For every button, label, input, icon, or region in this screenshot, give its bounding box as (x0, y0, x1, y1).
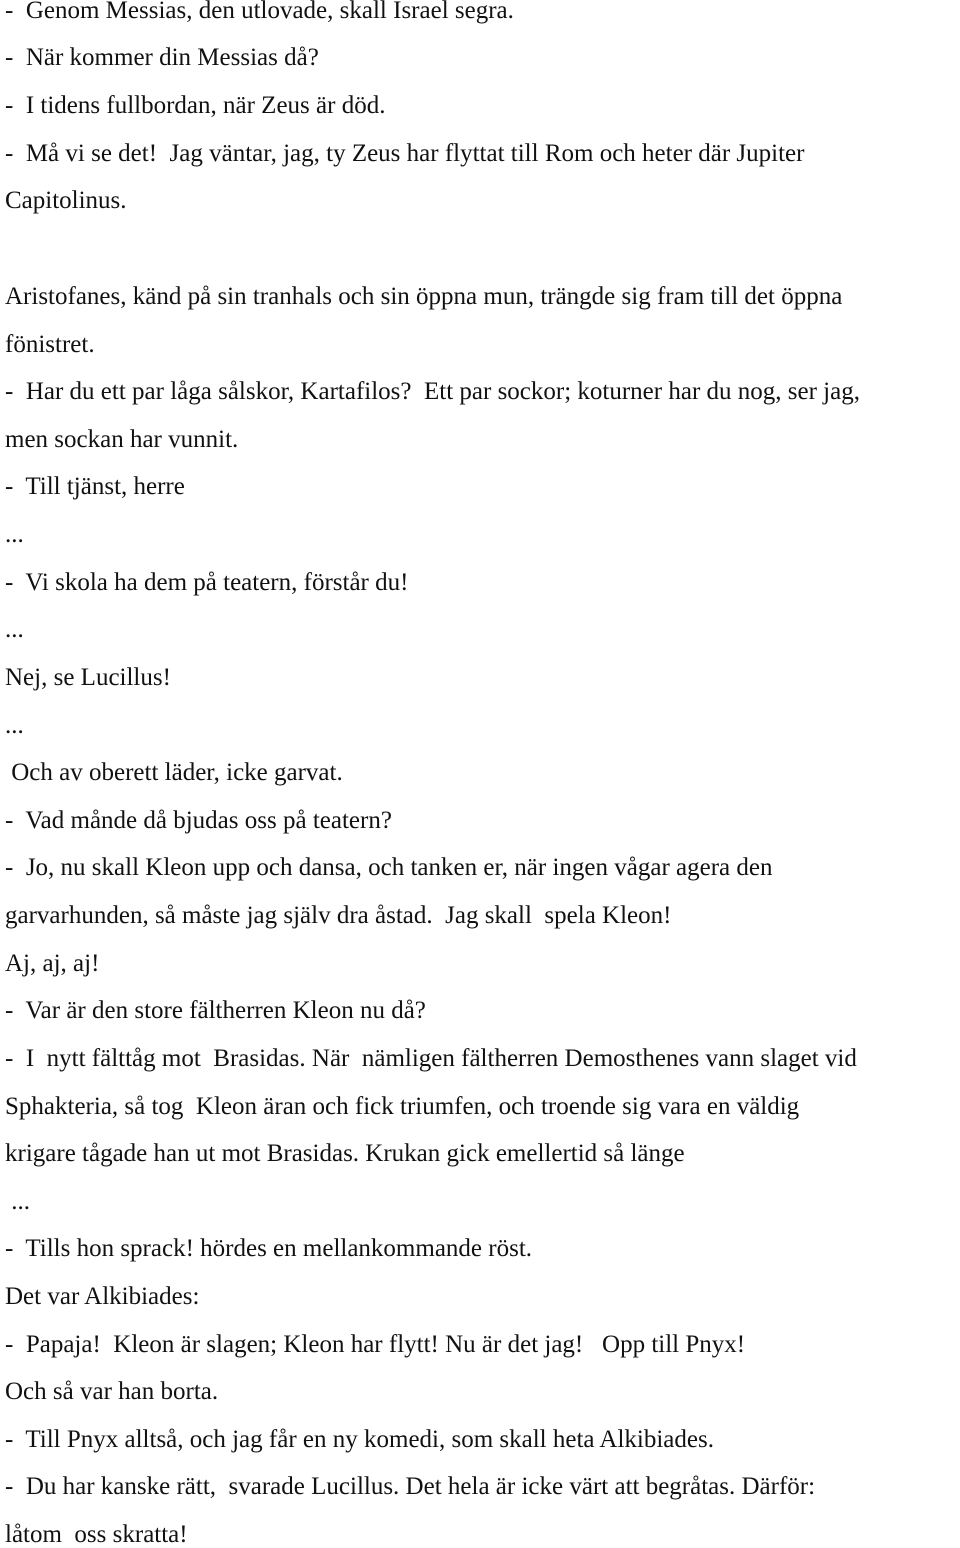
text-line-13: ... (5, 616, 24, 643)
text-line-21: - Var är den store fältherren Kleon nu då? (5, 997, 426, 1024)
text-line-10: - Till tjänst, herre (5, 473, 185, 500)
text-line-24: krigare tågade han ut mot Brasidas. Krukan gick emellertid så länge (5, 1140, 685, 1167)
text-line-1: - Genom Messias, den utlovade, skall Israel segra. (5, 0, 514, 24)
text-line-19: garvarhunden, så måste jag själv dra åstad. Jag skall spela Kleon! (5, 902, 672, 929)
text-line-29: Och så var han borta. (5, 1378, 219, 1405)
text-line-18: - Jo, nu skall Kleon upp och dansa, och tanken er, när ingen vågar agera den (5, 854, 773, 881)
text-line-28: - Papaja! Kleon är slagen; Kleon har flytt! Nu är det jag! Opp till Pnyx! (5, 1331, 746, 1358)
text-line-6: Aristofanes, känd på sin tranhals och sin öppna mun, trängde sig fram till det öppna (5, 283, 843, 310)
text-line-5: Capitolinus. (5, 187, 127, 214)
text-line-26: - Tills hon sprack! hördes en mellankommande röst. (5, 1235, 533, 1262)
text-line-3: - I tidens fullbordan, när Zeus är död. (5, 92, 386, 119)
text-line-27: Det var Alkibiades: (5, 1283, 200, 1310)
text-line-9: men sockan har vunnit. (5, 426, 239, 453)
text-line-16: Och av oberett läder, icke garvat. (5, 759, 343, 786)
text-line-12: - Vi skola ha dem på teatern, förstår du! (5, 569, 409, 596)
text-line-8: - Har du ett par låga sålskor, Kartafilos? Ett par sockor; koturner har du nog, ser jag, (5, 378, 860, 405)
text-line-15: ... (5, 712, 24, 739)
text-line-31: - Du har kanske rätt, svarade Lucillus. Det hela är icke värt att begråtas. Därför: (5, 1473, 816, 1500)
text-line-23: Sphakteria, så tog Kleon äran och fick triumfen, och troende sig vara en väldig (5, 1093, 800, 1120)
text-line-20: Aj, aj, aj! (5, 950, 100, 977)
text-line-11: ... (5, 521, 24, 548)
text-line-25: ... (5, 1188, 30, 1215)
text-line-22: - I nytt fälttåg mot Brasidas. När nämligen fältherren Demosthenes vann slaget vid (5, 1045, 857, 1072)
text-line-17: - Vad månde då bjudas oss på teatern? (5, 807, 392, 834)
text-line-14: Nej, se Lucillus! (5, 664, 171, 691)
text-line-7: fönistret. (5, 331, 95, 358)
text-line-2: - När kommer din Messias då? (5, 44, 319, 71)
text-line-4: - Må vi se det! Jag väntar, jag, ty Zeus har flyttat till Rom och heter där Jupiter (5, 140, 805, 167)
text-line-30: - Till Pnyx alltså, och jag får en ny komedi, som skall heta Alkibiades. (5, 1426, 714, 1453)
text-line-32: låtom oss skratta! (5, 1521, 188, 1548)
